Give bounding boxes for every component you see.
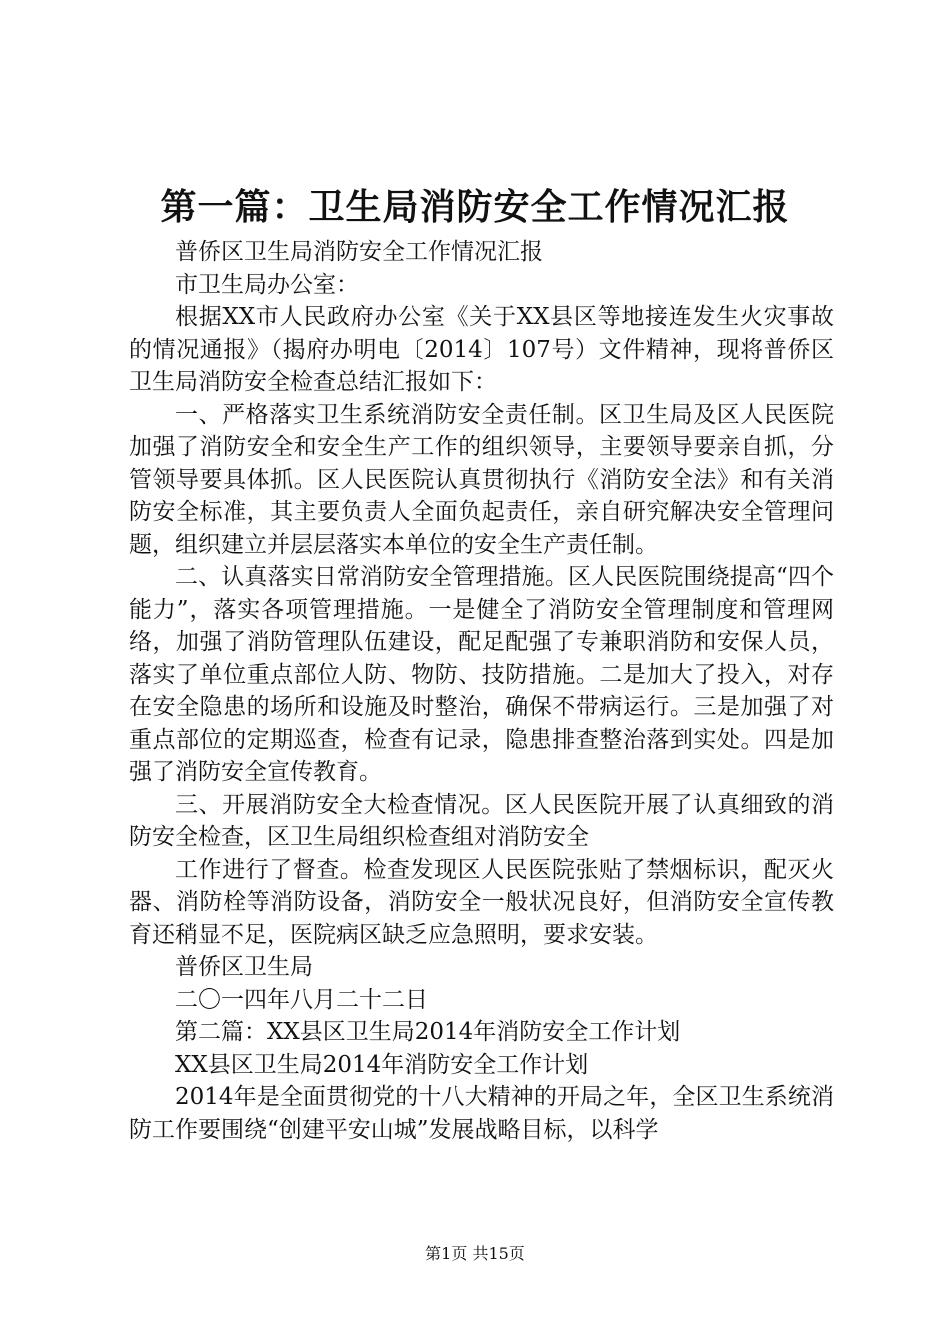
paragraph-date: 二〇一四年八月二十二日 <box>175 986 428 1013</box>
page-number: 第1页 共15页 <box>425 1244 525 1263</box>
paragraph-section-2: 二、认真落实日常消防安全管理措施。区人民医院围绕提高“四个能力”，落实各项管理措施。一是健全了消防安全管理制度和管理网络，加强了消防管理队伍建设，配足配强了专兼职消防和安保人员，落实了单位重点部位人防、物防、技防措施。二是加大了投入，对存在安全隐患的场所和设施及时整治，确保不带病运行。三是加强了对重点部位的定期巡查，检查有记录，隐患排查整治落到实处。四是加强了消防安全宣传教育。 <box>129 564 834 785</box>
paragraph-section-3-cont: 工作进行了督查。检查发现区人民医院张贴了禁烟标识，配灭火器、消防栓等消防设备，消防安全一般状况良好，但消防安全宣传教育还稍显不足，医院病区缺乏应急照明，要求安装。 <box>129 856 834 948</box>
paragraph-section-3: 三、开展消防安全大检查情况。区人民医院开展了认真细致的消防安全检查，区卫生局组织检查组对消防安全 <box>129 791 834 850</box>
paragraph-intro: 根据XX市人民政府办公室《关于XX县区等地接连发生火灾事故的情况通报》（揭府办明电〔2014〕107号）文件精神，现将普侨区卫生局消防安全检查总结汇报如下： <box>129 304 834 395</box>
document-body <box>129 236 834 1146</box>
paragraph-recipient: 市卫生局办公室： <box>175 271 359 298</box>
document-title: 第一篇：卫生局消防安全工作情况汇报 <box>160 187 790 228</box>
paragraph-subtitle: 普侨区卫生局消防安全工作情况汇报 <box>175 239 543 265</box>
paragraph-part-2-heading: 第二篇：XX县区卫生局2014年消防安全工作计划 <box>175 1019 681 1045</box>
paragraph-signature: 普侨区卫生局 <box>175 954 313 980</box>
paragraph-part-2-title: XX县区卫生局2014年消防安全工作计划 <box>175 1051 589 1078</box>
paragraph-section-1: 一、严格落实卫生系统消防安全责任制。区卫生局及区人民医院加强了消防安全和安全生产工作的组织领导，主要领导要亲自抓，分管领导要具体抓。区人民医院认真贯彻执行《消防安全法》和有关消防安全标准，其主要负责人全面负起责任，亲自研究解决安全管理问题，组织建立并层层落实本单位的安全生产责任制。 <box>129 401 834 558</box>
paragraph-part-2-intro: 2014年是全面贯彻党的十八大精神的开局之年，全区卫生系统消防工作要围绕“创建平安山城”发展战略目标，以科学 <box>129 1084 834 1143</box>
